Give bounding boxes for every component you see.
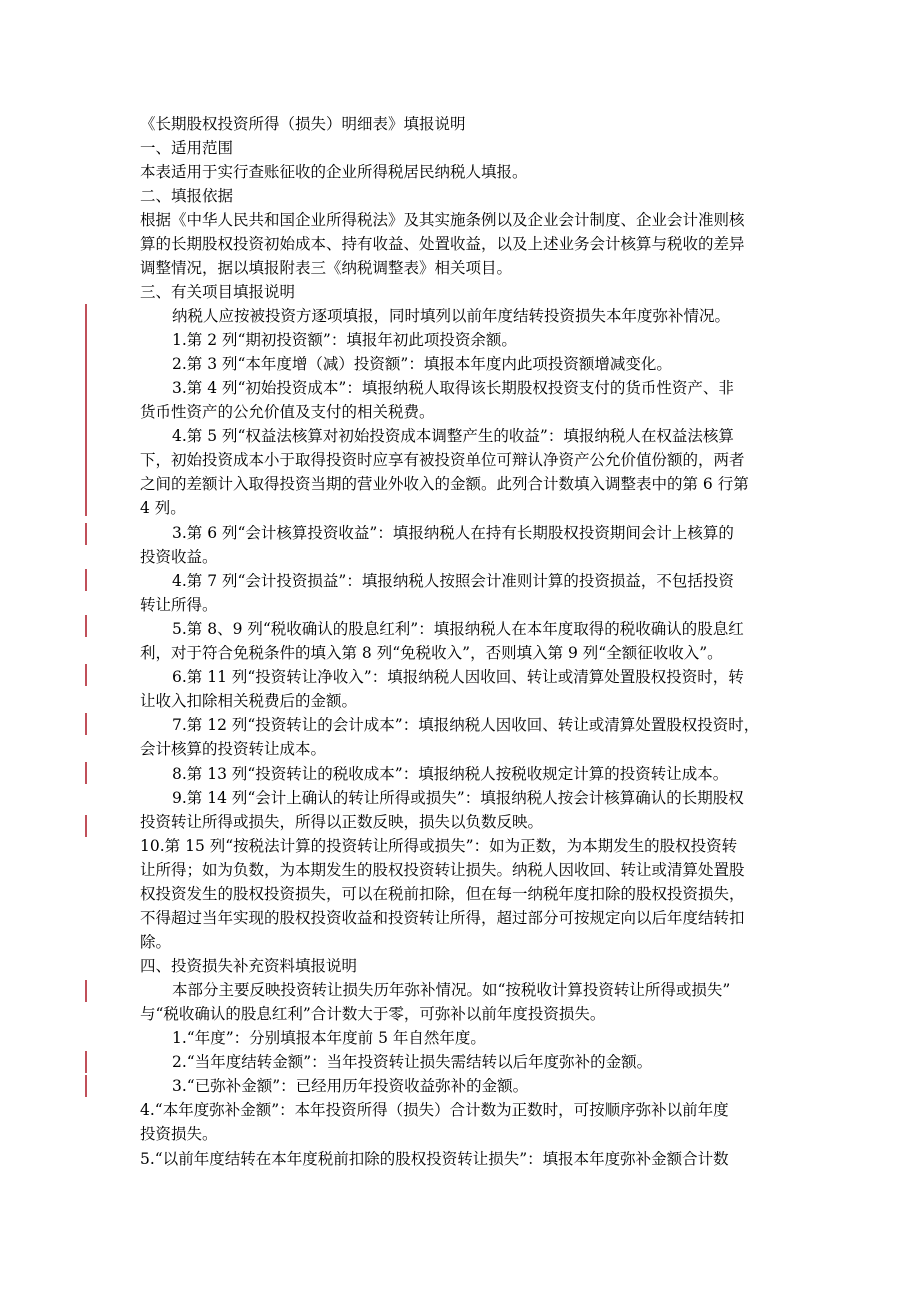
revision-bar [85, 304, 87, 516]
text-line: 8.第 13 列“投资转让的税收成本”：填报纳税人按税收规定计算的投资转让成本。 [172, 765, 729, 783]
revision-bar [85, 815, 87, 837]
text-line: 之间的差额计入取得投资当期的营业外收入的金额。此列合计数填入调整表中的第 6 行第 [140, 475, 749, 493]
text-line: 权投资发生的股权投资损失，可以在税前扣除，但在每一纳税年度扣除的股权投资损失， [140, 885, 745, 903]
text-line: 4.第 5 列“权益法核算对初始投资成本调整产生的收益”：填报纳税人在权益法核算 [172, 427, 734, 445]
revision-bar [85, 664, 87, 686]
text-line: 调整情况，据以填报附表三《纳税调整表》相关项目。 [140, 259, 513, 277]
text-line: 3.第 6 列“会计核算投资收益”：填报纳税人在持有长期股权投资期间会计上核算的 [172, 524, 734, 542]
text-line: 1.“年度”：分别填报本年度前 5 年自然年度。 [172, 1029, 486, 1047]
text-line: 1.第 2 列“期初投资额”：填报年初此项投资余额。 [172, 331, 517, 349]
section-heading: 一、适用范围 [140, 139, 234, 157]
text-line: 3.第 4 列“初始投资成本”：填报纳税人取得该长期股权投资支付的货币性资产、非 [172, 379, 734, 397]
text-line: 转让所得。 [140, 596, 218, 614]
text-line: 2.第 3 列“本年度增（减）投资额”：填报本年度内此项投资额增减变化。 [172, 355, 672, 373]
text-line: 除。 [140, 933, 172, 951]
text-line: 本表适用于实行查账征收的企业所得税居民纳税人填报。 [140, 163, 528, 181]
section-heading: 三、有关项目填报说明 [140, 283, 296, 301]
text-line: 不得超过当年实现的股权投资收益和投资转让所得，超过部分可按规定向以后年度结转扣 [140, 909, 745, 927]
text-line: 4.第 7 列“会计投资损益”：填报纳税人按照会计准则计算的投资损益，不包括投资 [172, 572, 734, 590]
text-line: 6.第 11 列“投资转让净收入”：填报纳税人因收回、转让或清算处置股权投资时，转 [172, 668, 744, 686]
revision-bar [85, 615, 87, 637]
text-line: 让收入扣除相关税费后的金额。 [140, 692, 358, 710]
text-line: 10.第 15 列“按税法计算的投资转让所得或损失”：如为正数，为本期发生的股权投资转 [140, 837, 738, 855]
text-line: 4 列。 [140, 499, 186, 517]
text-line: 算的长期股权投资初始成本、持有收益、处置收益，以及上述业务会计核算与税收的差异 [140, 235, 745, 253]
revision-bar [85, 713, 87, 735]
text-line: 7.第 12 列“投资转让的会计成本”：填报纳税人因收回、转让或清算处置股权投资时， [172, 716, 760, 734]
revision-bar [85, 1075, 87, 1097]
section-heading: 四、投资损失补充资料填报说明 [140, 957, 358, 975]
text-line: 投资损失。 [140, 1125, 218, 1143]
revision-bar [85, 569, 87, 591]
text-line: 货币性资产的公允价值及支付的相关税费。 [140, 403, 435, 421]
text-line: 让所得；如为负数，为本期发生的股权投资转让损失。纳税人因收回、转让或清算处置股 [140, 861, 745, 879]
text-line: 下，初始投资成本小于取得投资时应享有被投资单位可辩认净资产公允价值份额的，两者 [140, 451, 745, 469]
revision-bar [85, 1051, 87, 1073]
text-line: 根据《中华人民共和国企业所得税法》及其实施条例以及企业会计制度、企业会计准则核 [140, 211, 745, 229]
revision-bar [85, 762, 87, 784]
text-line: 3.“已弥补金额”：已经用历年投资收益弥补的金额。 [172, 1077, 529, 1095]
text-line: 本部分主要反映投资转让损失历年弥补情况。如“按税收计算投资转让所得或损失” [172, 981, 731, 999]
text-line: 2.“当年度结转金额”：当年投资转让损失需结转以后年度弥补的金额。 [172, 1053, 653, 1071]
text-line: 9.第 14 列“会计上确认的转让所得或损失”：填报纳税人按会计核算确认的长期股权 [172, 789, 744, 807]
document-title: 《长期股权投资所得（损失）明细表》填报说明 [140, 115, 466, 133]
text-line: 利，对于符合免税条件的填入第 8 列“免税收入”，否则填入第 9 列“全额征收收入”。 [140, 644, 723, 662]
text-line: 投资转让所得或损失，所得以正数反映，损失以负数反映。 [140, 813, 544, 831]
text-line: 投资收益。 [140, 548, 218, 566]
text-line: 会计核算的投资转让成本。 [140, 740, 327, 758]
text-line: 与“税收确认的股息红利”合计数大于零，可弥补以前年度投资损失。 [140, 1005, 606, 1023]
text-line: 4.“本年度弥补金额”：本年投资所得（损失）合计数为正数时，可按顺序弥补以前年度 [140, 1101, 729, 1119]
revision-bar [85, 980, 87, 1002]
text-line: 纳税人应按被投资方逐项填报，同时填列以前年度结转投资损失本年度弥补情况。 [172, 307, 731, 325]
text-line: 5.第 8、9 列“税收确认的股息红利”：填报纳税人在本年度取得的税收确认的股息红 [172, 620, 744, 638]
section-heading: 二、填报依据 [140, 187, 234, 205]
text-line: 5.“以前年度结转在本年度税前扣除的股权投资转让损失”：填报本年度弥补金额合计数 [140, 1150, 729, 1168]
revision-bar [85, 523, 87, 545]
